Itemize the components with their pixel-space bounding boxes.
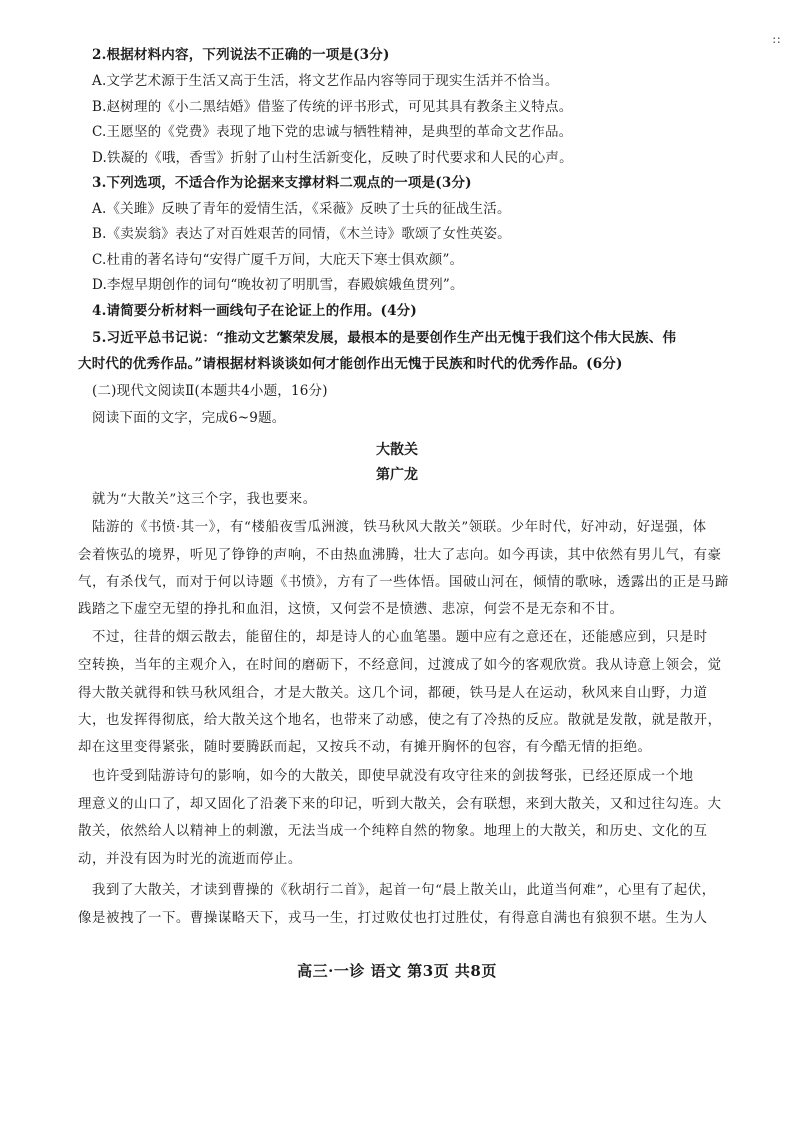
article-line: 气，有杀伐气，而对于何以诗题《书愤》，方有了一些体悟。国破山河在，倾情的歌咏，透露出的正是马蹄 xyxy=(78,575,729,590)
question-2-option-a: A.文学艺术源于生活又高于生活，将文艺作品内容等同于现实生活并不恰当。 xyxy=(92,73,559,89)
question-3-option-b: B.《卖炭翁》表达了对百姓艰苦的同情，《木兰诗》歌颂了女性英姿。 xyxy=(92,226,511,242)
question-5-stem-line2: 大时代的优秀作品。”请根据材料谈谈如何才能创作出无愧于民族和时代的优秀作品。(6分) xyxy=(78,356,623,372)
question-2-option-d: D.铁凝的《哦，香雪》折射了山村生活新变化，反映了时代要求和人民的心声。 xyxy=(92,150,573,166)
section-heading: (二)现代文阅读Ⅱ(本题共4小题，16分) xyxy=(92,383,328,399)
question-2-option-b: B.赵树理的《小二黑结婚》借鉴了传统的评书形式，可见其具有教条主义特点。 xyxy=(92,99,573,115)
article-line: 我到了大散关，才读到曹操的《秋胡行二首》，起首一句“晨上散关山，此道当何难”，心里有了起伏， xyxy=(92,883,716,898)
question-3-option-a: A.《关雎》反映了青年的爱情生活，《采薇》反映了士兵的征战生活。 xyxy=(92,201,511,217)
question-3-stem: 3.下列选项，不适合作为论据来支撑材料二观点的一项是(3分) xyxy=(92,175,472,191)
article-line: 不过，往昔的烟云散去，能留住的，却是诗人的心血笔墨。题中应有之意还在，还能感应到，只是时 xyxy=(92,630,708,645)
article-line: 理意义的山口了，却又固化了沿袭下来的印记，听到大散关，会有联想，来到大散关，又和过往勾连。大 xyxy=(78,797,722,812)
page-footer: 高三·一诊 语文 第3页 共8页 xyxy=(297,962,497,980)
question-3-option-c: C.杜甫的著名诗句“安得广厦千万间，大庇天下寒士俱欢颜”。 xyxy=(92,252,464,268)
article-line: 大，也发挥得彻底，给大散关这个地名，也带来了动感，使之有了冷热的反应。散就是发散，就是散开， xyxy=(78,713,722,728)
question-2-stem: 2.根据材料内容，下列说法不正确的一项是(3分) xyxy=(92,47,390,63)
article-line: 践踏之下虚空无望的挣扎和血泪，这愤，又何尝不是愤懑、悲凉，何尝不是无奈和不甘。 xyxy=(78,602,624,617)
article-line: 就为“大散关”这三个字，我也要来。 xyxy=(92,492,317,507)
article-line: 陆游的《书愤·其一》，有“楼船夜雪瓜洲渡，铁马秋风大散关”领联。少年时代，好冲动，好逞强，体 xyxy=(92,520,707,535)
question-5-stem-line1: 5.习近平总书记说：“推动文艺繁荣发展，最根本的是要创作生产出无愧于我们这个伟大民族、伟 xyxy=(92,330,677,346)
corner-mark: ∷ xyxy=(773,34,780,47)
article-line: 也许受到陆游诗句的影响，如今的大散关，即使早就没有攻守往来的剑拔弩张，已经还原成一个地 xyxy=(92,769,694,784)
article-line: 却在这里变得紧张，随时要腾跃而起，又按兵不动，有摊开胸怀的包容，有今酷无情的拒绝。 xyxy=(78,740,652,755)
question-2-option-c: C.王愿坚的《党费》表现了地下党的忠诚与牺牲精神，是典型的革命文艺作品。 xyxy=(92,124,573,140)
question-4-stem: 4.请简要分析材料一画线句子在论证上的作用。(4分) xyxy=(92,303,417,319)
article-title: 大散关 xyxy=(376,442,418,458)
article-line: 动，并没有因为时光的流逝而停止。 xyxy=(78,852,302,867)
article-line: 像是被拽了一下。曹操谋略天下，戎马一生，打过败仗也打过胜仗，有得意自满也有狼狈不堪。生为人 xyxy=(78,911,708,926)
article-line: 会着恢弘的境界，听见了铮铮的声响，不由热血沸腾，壮大了志向。如今再读，其中依然有男儿气，有豪 xyxy=(78,548,722,563)
article-line: 散关，依然给人以精神上的刺激，无法当成一个纯粹自然的物象。地理上的大散关，和历史、文化的互 xyxy=(78,824,708,839)
question-3-option-d: D.李煜早期创作的词句“晚妆初了明肌雪，春殿嫔娥鱼贯列”。 xyxy=(92,277,464,293)
article-author: 第广龙 xyxy=(376,467,418,483)
section-instruction: 阅读下面的文字，完成6~9题。 xyxy=(92,410,286,426)
article-line: 得大散关就得和铁马秋风组合，才是大散关。这几个词，都硬，铁马是人在运动，秋风来自山野，力道 xyxy=(78,686,708,701)
article-line: 空转换，当年的主观介入，在时间的磨砺下，不经意间，过渡成了如今的客观欣赏。我从诗意上领会，觉 xyxy=(78,658,722,673)
